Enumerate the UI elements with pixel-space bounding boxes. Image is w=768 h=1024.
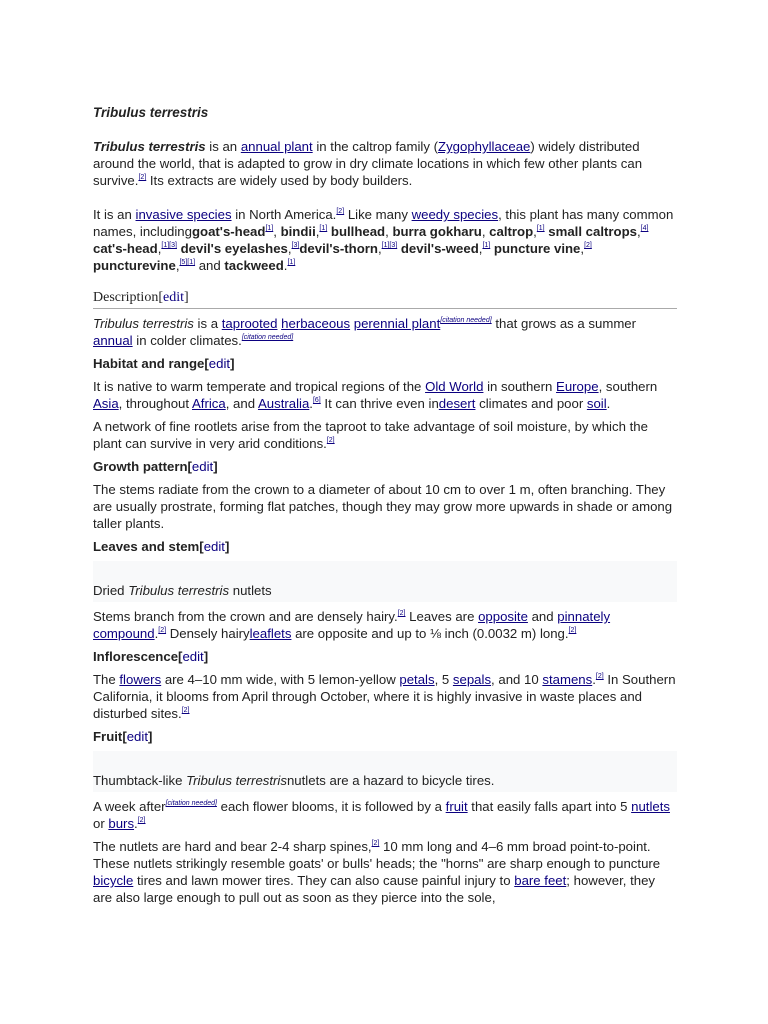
reference-link[interactable]: [2] [158, 627, 167, 634]
old-world-link[interactable]: Old World [425, 379, 484, 394]
reference-link[interactable]: [1] [265, 225, 274, 232]
intro-text: , [273, 224, 281, 239]
reference-link[interactable]: [4] [640, 225, 649, 232]
reference[interactable] [596, 673, 604, 680]
caption-species: Tribulus terrestris [186, 773, 287, 788]
reference-link[interactable]: [2] [584, 242, 592, 249]
sepals-link[interactable]: sepals [452, 672, 492, 687]
reference[interactable] [584, 242, 592, 249]
intro-text: , [377, 241, 382, 256]
body-text: tires and lawn mower tires. They can also cause painful injury to [133, 873, 515, 888]
reference-link[interactable]: [1] [319, 225, 328, 232]
fruit-link[interactable]: fruit [445, 799, 468, 814]
reference[interactable] [641, 225, 649, 232]
body-text: or [93, 816, 109, 831]
citation-needed[interactable] [440, 317, 491, 324]
fruit-heading: Fruit[edit] [93, 729, 153, 744]
edit-link[interactable]: edit [126, 729, 148, 744]
body-text: each flower blooms, it is followed by a [216, 799, 446, 814]
annual-link[interactable]: annual [93, 333, 133, 348]
common-name: puncturevine [93, 258, 176, 273]
body-text: is a [193, 316, 222, 331]
inflorescence-heading: Inflorescence[edit] [93, 649, 209, 664]
common-name: cat's-head [93, 241, 158, 256]
opposite-link[interactable]: opposite [478, 609, 528, 624]
body-text: It can thrive even in [320, 396, 439, 411]
growth-heading: Growth pattern[edit] [93, 459, 218, 474]
citation-needed[interactable] [166, 800, 217, 807]
section-title: Fruit [93, 729, 123, 744]
body-text: The nutlets are hard and bear 2-4 sharp spines, [93, 839, 372, 854]
body-text: A week after [93, 799, 166, 814]
body-text: , 5 [434, 672, 453, 687]
citation-link[interactable]: [citation needed] [241, 334, 294, 341]
intro-text: Its extracts are widely used by body builders. [146, 173, 413, 188]
caption-text: nutlets [229, 583, 272, 598]
body-text: . [592, 672, 596, 687]
reference-link[interactable]: [1] [536, 225, 545, 232]
petals-link[interactable]: petals [399, 672, 435, 687]
intro-text: ) widely distributed around the world, that is adapted to grow in dry climate locations in which few other plants can survive. [93, 139, 643, 188]
herbaceous-link[interactable]: herbaceous [281, 316, 351, 331]
intro-paragraph-1 [93, 138, 677, 189]
page-title: Tribulus terrestris [93, 105, 209, 120]
intro-text: , this plant has many common names, including [93, 207, 674, 239]
fruit-paragraph-1 [93, 798, 677, 832]
australia-link[interactable]: Australia [257, 396, 310, 411]
common-name: goat's-head [191, 224, 266, 239]
reference[interactable] [287, 259, 295, 266]
edit-link[interactable]: edit [182, 649, 204, 664]
intro-term: Tribulus terrestris [93, 139, 206, 154]
body-text: 10 mm long and 4–6 mm broad point-to-point. These nutlets strikingly resemble goats' or bulls' heads; the "horns" are sharp enough to puncture [93, 839, 661, 871]
body-text: Leaves are [405, 609, 479, 624]
intro-text: , [157, 241, 162, 256]
common-name: burra gokharu [392, 224, 482, 239]
body-text: that grows as a summer [491, 316, 637, 331]
body-text: Densely hairy [166, 626, 250, 641]
body-text: ; however, they are also large enough to pull out as soon as they pierce into the sole, [93, 873, 655, 905]
citation-link[interactable]: [citation needed] [165, 800, 217, 807]
reference[interactable] [161, 242, 177, 249]
reference-link[interactable]: [2] [138, 174, 147, 181]
common-name: caltrop [489, 224, 534, 239]
reference-link[interactable]: [3] [291, 242, 300, 249]
reference[interactable] [182, 707, 190, 714]
desert-link[interactable]: desert [438, 396, 476, 411]
body-text: climates and poor [475, 396, 587, 411]
reference-link[interactable]: [1][3] [381, 242, 398, 249]
body-text: , throughout [118, 396, 192, 411]
perennial-plant-link[interactable]: perennial plant [353, 316, 441, 331]
caption-text: Thumbtack-like [93, 773, 187, 788]
common-name: tackweed [224, 258, 284, 273]
caption-text: Dried [93, 583, 129, 598]
intro-text: , [481, 224, 490, 239]
reference-link[interactable]: [6] [312, 397, 321, 404]
africa-link[interactable]: Africa [191, 396, 226, 411]
reference[interactable] [382, 242, 398, 249]
section-title: Description [93, 290, 159, 305]
intro-text: is an [205, 139, 241, 154]
figure-caption-box [93, 561, 677, 602]
intro-text: , [478, 241, 483, 256]
taprooted-link[interactable]: taprooted [221, 316, 278, 331]
common-name: bullhead [330, 224, 386, 239]
body-text: Stems branch from the crown and are densely hairy. [93, 609, 398, 624]
citation-needed[interactable] [242, 334, 293, 341]
citation-link[interactable]: [citation needed] [440, 317, 492, 324]
body-text: . [606, 396, 611, 411]
intro-text: . [283, 258, 288, 273]
body-text: are 4–10 mm wide, with 5 lemon-yellow [161, 672, 400, 687]
body-text: , and [225, 396, 258, 411]
edit-link[interactable]: edit [163, 290, 184, 305]
reference-link[interactable]: [2] [568, 627, 577, 634]
edit-link[interactable]: edit [208, 356, 231, 371]
asia-link[interactable]: Asia [93, 396, 119, 411]
common-name: small caltrops [548, 224, 637, 239]
leaves-heading: Leaves and stem[edit] [93, 539, 230, 554]
body-text: are opposite and up to ⅛ inch (0.0032 m) long. [291, 626, 569, 641]
soil-link[interactable]: soil [586, 396, 607, 411]
burs-link[interactable]: burs [108, 816, 135, 831]
reference[interactable] [327, 437, 335, 444]
description-paragraph [93, 315, 677, 349]
reference[interactable] [179, 259, 195, 266]
body-text: In Southern California, it blooms from April through October, where it is highly invasive in waste places and disturbed sites. [93, 672, 676, 721]
bicycle-link[interactable]: bicycle [93, 873, 134, 888]
growth-paragraph: The stems radiate from the crown to a diameter of about 10 cm to over 1 m, often branching. They are usually prostrate, forming flat patches, though they may grow more upwards in shade or among taller plants. [93, 482, 673, 531]
invasive-species-link[interactable]: invasive species [135, 207, 232, 222]
reference-link[interactable]: [1] [287, 259, 296, 266]
intro-text: Like many [344, 207, 412, 222]
inflorescence-paragraph [93, 671, 677, 722]
reference[interactable] [537, 225, 545, 232]
body-text: that easily falls apart into 5 [467, 799, 632, 814]
body-text: . [309, 396, 313, 411]
habitat-paragraph-2 [93, 418, 677, 452]
common-name: puncture vine [493, 241, 581, 256]
reference-link[interactable]: [2] [397, 610, 406, 617]
zygophyllaceae-link[interactable]: Zygophyllaceae [438, 139, 531, 154]
reference[interactable] [313, 397, 321, 404]
intro-text: in North America. [231, 207, 337, 222]
intro-text: , [580, 241, 585, 256]
reference-link[interactable]: [2] [336, 208, 345, 215]
nutlets-link[interactable]: nutlets [631, 799, 670, 814]
section-title: Habitat and range [93, 356, 205, 371]
intro-text: , [533, 224, 537, 239]
habitat-paragraph-1 [93, 378, 677, 412]
section-title: Leaves and stem [93, 539, 200, 554]
bare-feet-link[interactable]: bare feet [514, 873, 567, 888]
reference[interactable] [336, 208, 344, 215]
intro-text: , [175, 258, 180, 273]
weedy-species-link[interactable]: weedy species [411, 207, 499, 222]
caption-species: Tribulus terrestris [128, 583, 230, 598]
intro-text: , [287, 241, 292, 256]
intro-text: It is an [93, 207, 136, 222]
body-text: . [134, 816, 138, 831]
common-name: devil's-thorn [299, 241, 378, 256]
body-text: A network of fine rootlets arise from the taproot to take advantage of soil moisture, by which the plant can survive in very arid conditions. [93, 419, 648, 451]
reference[interactable] [138, 817, 146, 824]
reference-link[interactable]: [2] [595, 673, 604, 680]
intro-text: and [195, 258, 225, 273]
reference-link[interactable]: [1] [482, 242, 491, 249]
habitat-heading: Habitat and range[edit] [93, 356, 235, 371]
edit-link[interactable]: edit [191, 459, 214, 474]
common-name: devil's-weed [400, 241, 479, 256]
stamens-link[interactable]: stamens [542, 672, 593, 687]
section-title: Growth pattern [93, 459, 188, 474]
europe-link[interactable]: Europe [556, 379, 599, 394]
body-text: It is native to warm temperate and tropical regions of the [93, 379, 426, 394]
reference[interactable] [569, 627, 577, 634]
common-name: bindii [280, 224, 316, 239]
reference-link[interactable]: [2] [326, 437, 335, 444]
reference-link[interactable]: [2] [137, 817, 146, 824]
common-name: devil's eyelashes [180, 241, 288, 256]
intro-text: , [636, 224, 641, 239]
intro-text: , [315, 224, 320, 239]
flowers-link[interactable]: flowers [119, 672, 162, 687]
reference-link[interactable]: [2] [181, 707, 190, 714]
body-text: , and 10 [491, 672, 543, 687]
article [93, 104, 677, 906]
caption-text: nutlets are a hazard to bicycle tires. [286, 773, 495, 788]
body-text: in colder climates. [132, 333, 242, 348]
figure-caption-box [93, 751, 677, 792]
edit-link[interactable]: edit [203, 539, 225, 554]
body-text: The [93, 672, 120, 687]
reference-link[interactable]: [2] [371, 840, 380, 847]
body-text: and [527, 609, 558, 624]
reference[interactable] [158, 627, 166, 634]
intro-text: in the caltrop family ( [312, 139, 439, 154]
leaflets-link[interactable]: leaflets [249, 626, 292, 641]
description-heading: Description[edit] [93, 289, 677, 309]
intro-paragraph-2 [93, 206, 677, 274]
leaves-paragraph [93, 608, 677, 642]
species-name: Tribulus terrestris [93, 316, 194, 331]
reference-link[interactable]: [1][3] [161, 242, 177, 249]
body-text: in southern [483, 379, 557, 394]
section-title: Inflorescence [93, 649, 179, 664]
body-text: , southern [598, 379, 658, 394]
annual-plant-link[interactable]: annual plant [240, 139, 313, 154]
fruit-paragraph-2 [93, 838, 677, 906]
intro-text: , [385, 224, 393, 239]
body-text: . [154, 626, 159, 641]
pinnately-compound-link[interactable]: pinnately compound [93, 609, 611, 641]
reference-link[interactable]: [5][1] [179, 259, 196, 266]
